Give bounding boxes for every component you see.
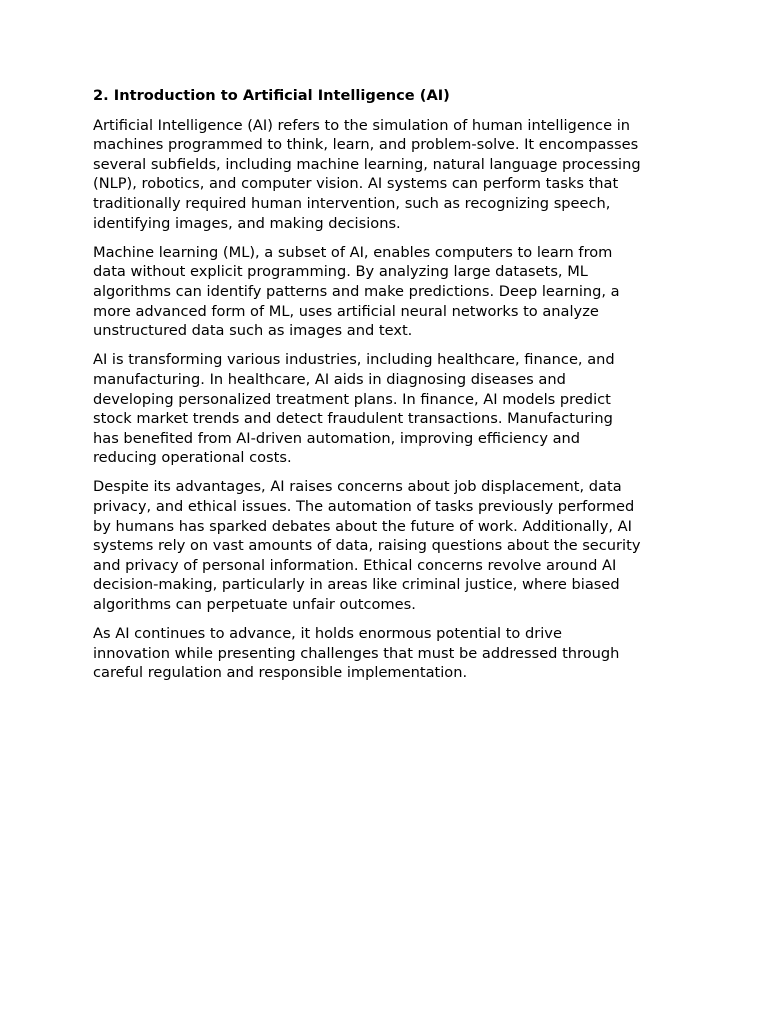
paragraph-machine-learning: [93, 243, 693, 341]
paragraph-industries: [93, 350, 693, 468]
text-line: AI is transforming various industries, including healthcare, finance, and: [93, 351, 615, 369]
text-line: algorithms can identify patterns and make predictions. Deep learning, a: [93, 282, 620, 300]
paragraph-ai-definition: [93, 116, 693, 234]
text-line: careful regulation and responsible implementation.: [93, 664, 468, 682]
text-line: stock market trends and detect fraudulent transactions. Manufacturing: [93, 410, 613, 428]
text-line: Artificial Intelligence (AI) refers to the simulation of human intelligence in: [93, 116, 630, 134]
section-heading: 2. Introduction to Artificial Intelligence (AI): [93, 87, 450, 104]
paragraph-concerns: [93, 477, 693, 614]
text-line: by humans has sparked debates about the future of work. Additionally, AI: [93, 517, 632, 535]
text-line: Machine learning (ML), a subset of AI, enables computers to learn from: [93, 243, 613, 261]
text-line: data without explicit programming. By analyzing large datasets, ML: [93, 263, 588, 281]
text-line: decision-making, particularly in areas like criminal justice, where biased: [93, 576, 620, 594]
text-line: As AI continues to advance, it holds enormous potential to drive: [93, 625, 562, 643]
text-line: algorithms can perpetuate unfair outcomes.: [93, 596, 416, 614]
text-line: unstructured data such as images and text.: [93, 322, 413, 340]
document-page: [93, 86, 693, 693]
text-line: traditionally required human intervention, such as recognizing speech,: [93, 194, 611, 212]
text-line: machines programmed to think, learn, and problem-solve. It encompasses: [93, 136, 639, 154]
text-line: identifying images, and making decisions.: [93, 214, 401, 232]
text-line: Despite its advantages, AI raises concerns about job displacement, data: [93, 478, 622, 496]
text-line: privacy, and ethical issues. The automation of tasks previously performed: [93, 498, 635, 516]
text-line: developing personalized treatment plans. In finance, AI models predict: [93, 390, 611, 408]
text-line: has benefited from AI-driven automation, improving efficiency and: [93, 429, 581, 447]
text-line: several subfields, including machine learning, natural language processing: [93, 155, 641, 173]
paragraph-conclusion: [93, 624, 693, 683]
text-line: and privacy of personal information. Ethical concerns revolve around AI: [93, 556, 617, 574]
text-line: (NLP), robotics, and computer vision. AI systems can perform tasks that: [93, 175, 619, 193]
text-line: manufacturing. In healthcare, AI aids in diagnosing diseases and: [93, 370, 566, 388]
text-line: systems rely on vast amounts of data, raising questions about the security: [93, 537, 641, 555]
text-line: more advanced form of ML, uses artificial neural networks to analyze: [93, 302, 599, 320]
text-line: innovation while presenting challenges that must be addressed through: [93, 644, 620, 662]
text-line: reducing operational costs.: [93, 449, 292, 467]
